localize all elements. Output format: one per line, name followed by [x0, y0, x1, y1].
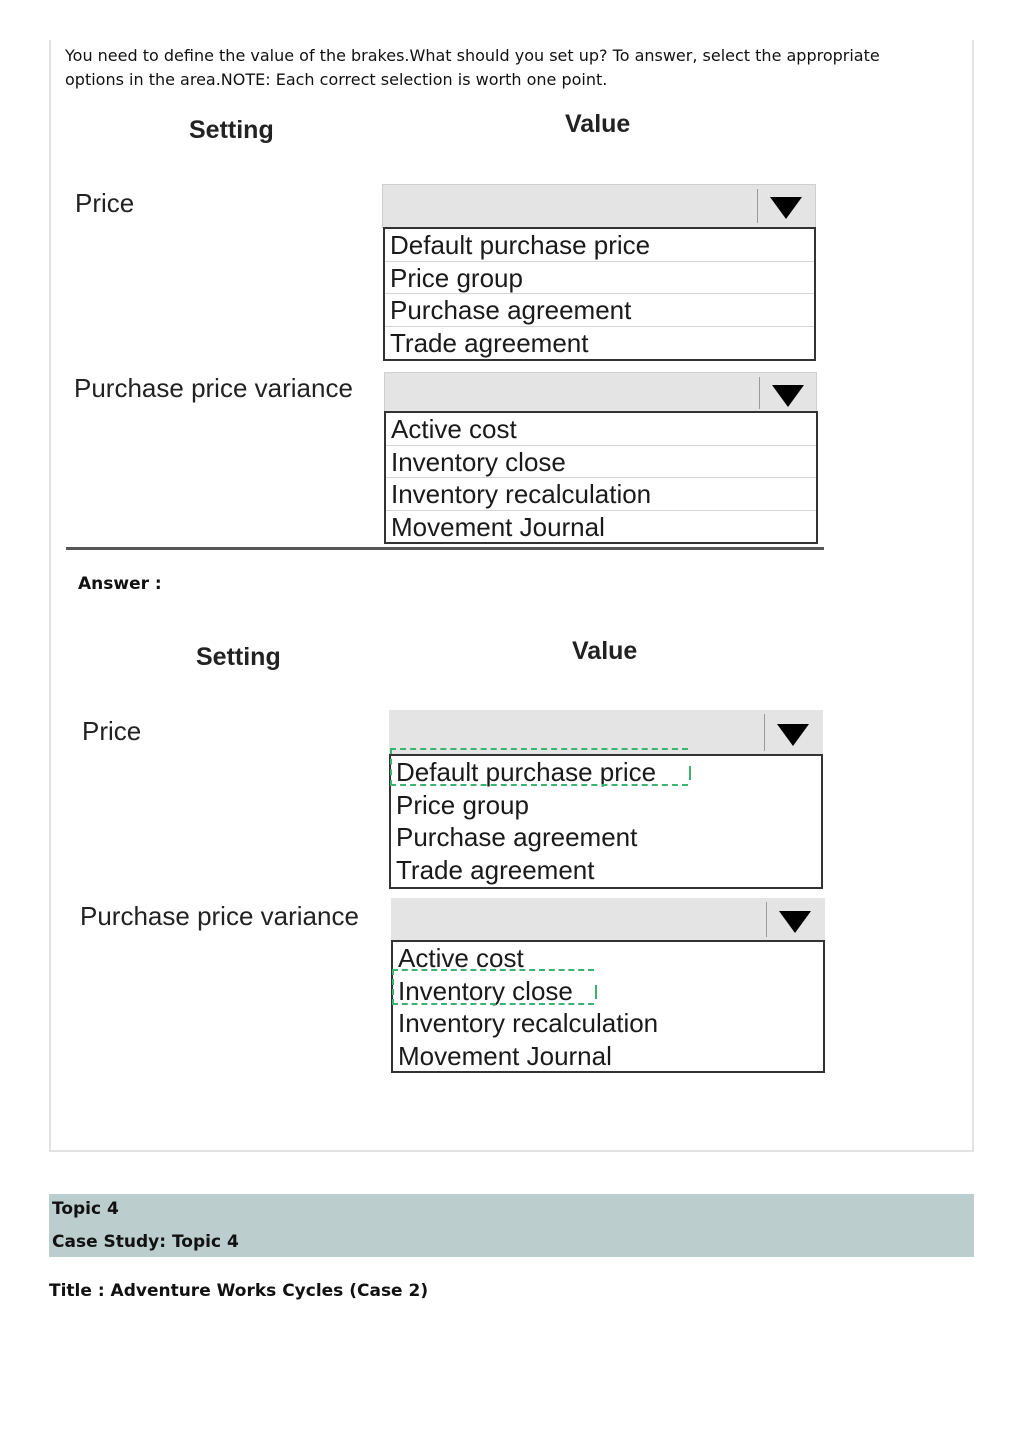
value-header: Value — [565, 110, 631, 138]
answer-value-header: Value — [572, 637, 638, 665]
chevron-down-icon[interactable] — [777, 724, 809, 746]
option-movement-journal[interactable]: Movement Journal — [398, 1040, 612, 1071]
option-trade-agreement[interactable]: Trade agreement — [390, 327, 589, 358]
chevron-down-icon[interactable] — [772, 385, 804, 407]
question-text: You need to define the value of the brakes.What should you set up? To answer, select the appropriate options in the area.NOTE: Each correct selection is worth one point. — [65, 46, 880, 89]
answer-price-dropdown[interactable] — [389, 710, 823, 755]
option-trade-agreement[interactable]: Trade agreement — [396, 854, 595, 885]
price-dropdown[interactable] — [382, 184, 816, 228]
option-default-purchase-price-selected[interactable]: Default purchase price — [396, 757, 657, 787]
ppv-dropdown[interactable] — [384, 372, 817, 414]
setting-header: Setting — [189, 116, 274, 144]
option-price-group[interactable]: Price group — [385, 262, 814, 295]
price-label: Price — [75, 188, 135, 218]
answer-ppv-label: Purchase price variance — [80, 901, 359, 931]
option-purchase-agreement[interactable]: Purchase agreement — [385, 294, 814, 327]
answer-price-label: Price — [82, 716, 142, 746]
option-inventory-recalculation[interactable]: Inventory recalculation — [398, 1008, 659, 1038]
option-default-purchase-price[interactable]: Default purchase price — [385, 229, 814, 262]
ppv-label: Purchase price variance — [74, 373, 353, 403]
option-active-cost[interactable]: Active cost — [398, 943, 524, 973]
case-title: Title : Adventure Works Cycles (Case 2) — [49, 1281, 429, 1301]
option-purchase-agreement[interactable]: Purchase agreement — [396, 822, 638, 852]
dropdown-separator — [759, 377, 760, 409]
answer-setting-header: Setting — [196, 643, 281, 671]
answer-ppv-options-list — [391, 940, 825, 1073]
answer-label: Answer : — [78, 574, 162, 594]
topic-name: Topic 4 — [52, 1199, 119, 1219]
dropdown-separator — [766, 902, 767, 937]
chevron-down-icon[interactable] — [779, 911, 811, 933]
option-active-cost[interactable]: Active cost — [386, 413, 816, 446]
dropdown-separator — [764, 714, 765, 751]
option-inventory-close-selected[interactable]: Inventory close — [398, 975, 573, 1006]
option-inventory-recalculation[interactable]: Inventory recalculation — [386, 478, 816, 511]
chevron-down-icon[interactable] — [770, 197, 802, 219]
ppv-options-list — [384, 411, 818, 544]
case-study-name: Case Study: Topic 4 — [52, 1232, 239, 1252]
option-movement-journal[interactable]: Movement Journal — [391, 511, 605, 542]
option-price-group[interactable]: Price group — [396, 789, 529, 820]
price-options-list — [383, 227, 816, 361]
dropdown-separator — [757, 189, 758, 223]
option-inventory-close[interactable]: Inventory close — [386, 446, 816, 479]
answer-ppv-dropdown[interactable] — [391, 898, 825, 941]
answer-price-options-list — [389, 754, 823, 889]
topic-bar — [49, 1194, 974, 1257]
section-divider — [66, 547, 824, 550]
